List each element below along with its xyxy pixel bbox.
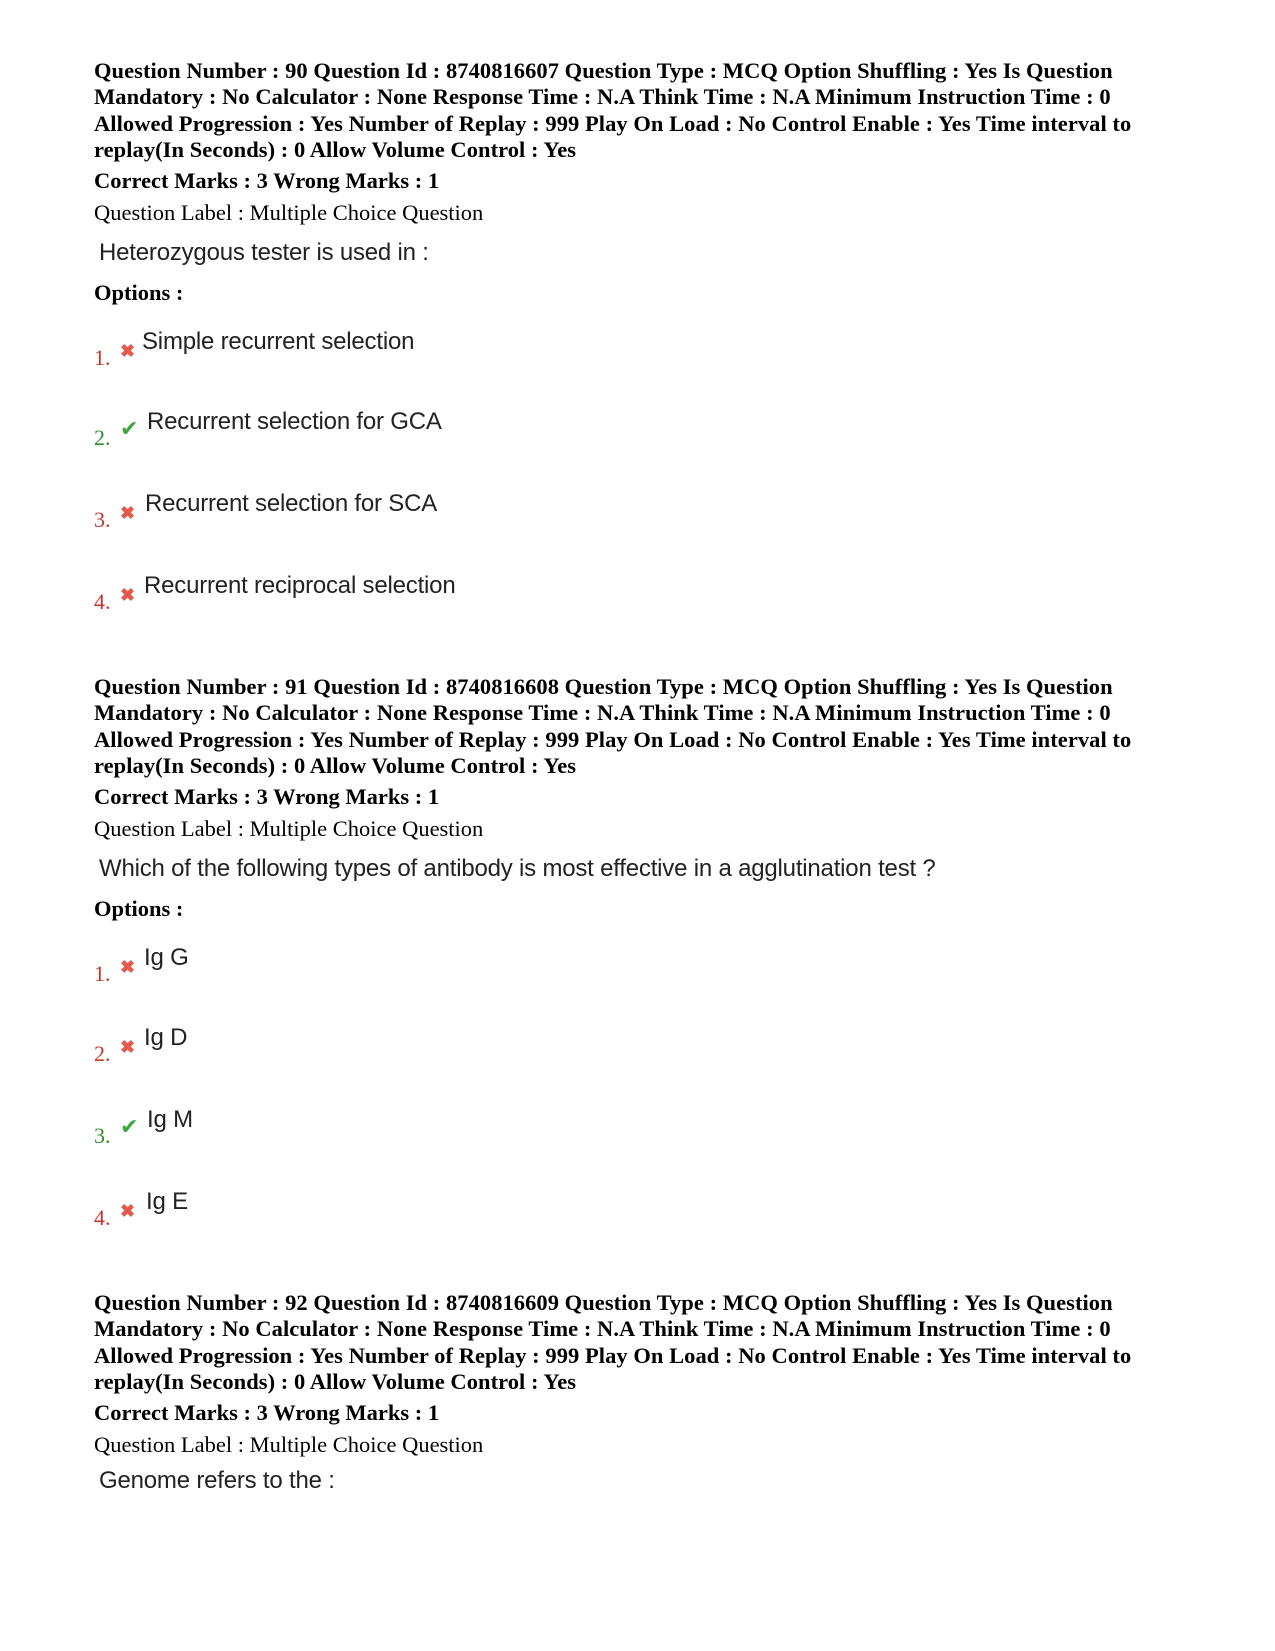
question-marks: Correct Marks : 3 Wrong Marks : 1 — [94, 1400, 440, 1426]
question-marks: Correct Marks : 3 Wrong Marks : 1 — [94, 168, 440, 194]
option-number: 4. — [94, 589, 111, 614]
option-text: Recurrent selection for SCA — [145, 490, 438, 517]
option-2 — [94, 1024, 994, 1064]
option-number: 3. — [94, 1123, 111, 1148]
question-90 — [94, 58, 1194, 614]
option-number: 1. — [94, 345, 111, 370]
option-text: Ig M — [147, 1106, 193, 1133]
meta-line: replay(In Seconds) : 0 Allow Volume Control : Yes — [94, 136, 577, 162]
question-meta — [94, 58, 1194, 163]
option-1 — [94, 944, 994, 984]
meta-line: replay(In Seconds) : 0 Allow Volume Control : Yes — [94, 1368, 577, 1394]
option-number: 3. — [94, 507, 111, 532]
option-text: Ig G — [144, 944, 189, 971]
cross-icon: ✖ — [120, 1037, 136, 1057]
option-4 — [94, 572, 994, 612]
option-4 — [94, 1188, 994, 1228]
check-icon: ✔ — [120, 1114, 139, 1139]
meta-line: Allowed Progression : Yes Number of Replay : 999 Play On Load : No Control Enable : Yes Time interval to — [94, 110, 1132, 136]
meta-line: Question Number : 92 Question Id : 8740816609 Question Type : MCQ Option Shuffling : Yes Is Question — [94, 1290, 1113, 1315]
option-number: 4. — [94, 1205, 111, 1230]
meta-line: Allowed Progression : Yes Number of Replay : 999 Play On Load : No Control Enable : Yes Time interval to — [94, 726, 1132, 752]
question-meta — [94, 674, 1194, 779]
question-marks: Correct Marks : 3 Wrong Marks : 1 — [94, 784, 440, 810]
option-number: 2. — [94, 1041, 111, 1066]
question-91 — [94, 674, 1194, 1230]
question-label: Question Label : Multiple Choice Question — [94, 816, 484, 842]
meta-line: Mandatory : No Calculator : None Response Time : N.A Think Time : N.A Minimum Instruction Time : 0 — [94, 700, 1111, 726]
question-meta — [94, 1290, 1194, 1395]
meta-line: Mandatory : No Calculator : None Response Time : N.A Think Time : N.A Minimum Instruction Time : 0 — [94, 1316, 1111, 1342]
option-text: Recurrent selection for GCA — [147, 408, 442, 435]
meta-line: Allowed Progression : Yes Number of Replay : 999 Play On Load : No Control Enable : Yes Time interval to — [94, 1342, 1132, 1368]
options-label: Options : — [94, 896, 184, 922]
option-3 — [94, 1106, 994, 1146]
cross-icon: ✖ — [120, 503, 136, 523]
question-label: Question Label : Multiple Choice Question — [94, 200, 484, 226]
meta-line: Question Number : 90 Question Id : 8740816607 Question Type : MCQ Option Shuffling : Yes Is Question — [94, 58, 1113, 83]
option-2 — [94, 408, 994, 448]
option-text: Simple recurrent selection — [142, 328, 415, 355]
option-number: 1. — [94, 961, 111, 986]
question-text: Heterozygous tester is used in : — [99, 239, 429, 267]
question-92 — [94, 1290, 1194, 1496]
options-label: Options : — [94, 280, 184, 306]
meta-line: replay(In Seconds) : 0 Allow Volume Control : Yes — [94, 752, 577, 778]
cross-icon: ✖ — [120, 341, 136, 361]
question-text: Genome refers to the : — [99, 1467, 335, 1495]
option-3 — [94, 490, 994, 530]
option-1 — [94, 328, 994, 368]
option-text: Ig D — [144, 1024, 188, 1051]
question-label: Question Label : Multiple Choice Question — [94, 1432, 484, 1458]
option-number: 2. — [94, 425, 111, 450]
cross-icon: ✖ — [120, 1201, 136, 1221]
option-text: Recurrent reciprocal selection — [144, 572, 456, 599]
check-icon: ✔ — [120, 416, 139, 441]
cross-icon: ✖ — [120, 585, 136, 605]
meta-line: Question Number : 91 Question Id : 8740816608 Question Type : MCQ Option Shuffling : Yes Is Question — [94, 674, 1113, 699]
meta-line: Mandatory : No Calculator : None Response Time : N.A Think Time : N.A Minimum Instruction Time : 0 — [94, 84, 1111, 110]
cross-icon: ✖ — [120, 957, 136, 977]
option-text: Ig E — [146, 1188, 188, 1215]
question-text: Which of the following types of antibody is most effective in a agglutination test ? — [99, 855, 936, 883]
